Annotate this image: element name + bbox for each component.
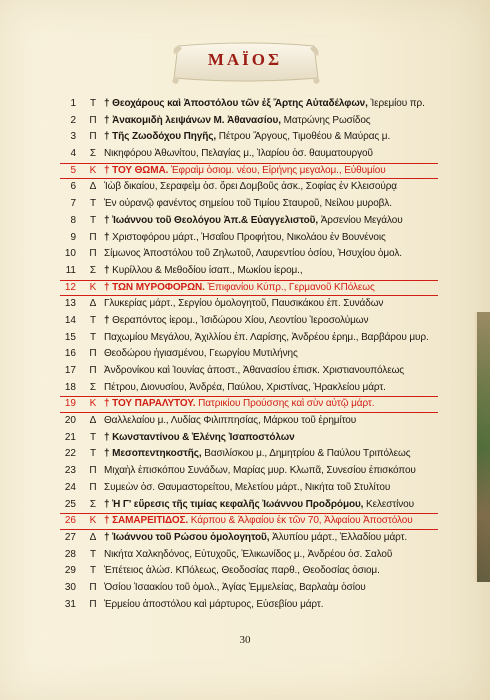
month-title: ΜΑΪΟΣ bbox=[207, 50, 283, 69]
day-number: 27 bbox=[64, 531, 76, 543]
weekday-letter: Π bbox=[89, 248, 97, 260]
day-number: 18 bbox=[64, 381, 76, 393]
saints-text bbox=[104, 330, 440, 347]
feast-name: Θεοχάρους καὶ Ἀποστόλου τῶν ἐξ Ἄρτης Αὐταδέλφων, bbox=[112, 98, 368, 109]
page-number: 30 bbox=[239, 634, 251, 646]
saints-text bbox=[104, 597, 440, 614]
saints-text bbox=[104, 196, 440, 213]
day-row bbox=[60, 179, 440, 196]
weekday-letter: Κ bbox=[89, 164, 97, 176]
day-number: 13 bbox=[64, 298, 76, 310]
day-number: 31 bbox=[64, 598, 76, 610]
feast-day-row bbox=[60, 280, 440, 297]
saints-names: Κάρπου & Ἀλφαίου ἐκ τῶν 70, Ἀλφαίου Ἀποστόλου bbox=[188, 515, 413, 527]
saints-calendar-list bbox=[60, 96, 440, 613]
saints-names: Πέτρου Ἄργους, Τιμοθέου & Μαύρας μ. bbox=[216, 131, 391, 143]
saints-names: Ἐπέτειος ἁλώσ. ΚΠόλεως, Θεοδοσίας παρθ., Θεοδοσίας ὁσιομ. bbox=[104, 565, 380, 577]
feast-cross-mark: † bbox=[104, 114, 110, 126]
feast-name: ΤΩΝ ΜΥΡΟΦΟΡΩΝ. bbox=[112, 281, 205, 293]
weekday-letter: Σ bbox=[89, 498, 97, 510]
feast-cross-mark: † bbox=[104, 131, 110, 143]
saints-names: Ἐπιφανίου Κύπρ., Γερμανοῦ ΚΠόλεως bbox=[204, 281, 375, 293]
saints-names: Νικηφόρου Ἀθωνίτου, Πελαγίας μ., Ἱλαρίου ὁσ. θαυματουργοῦ bbox=[104, 148, 373, 160]
saints-text bbox=[104, 163, 440, 180]
weekday-letter: Σ bbox=[89, 264, 97, 276]
day-row bbox=[60, 497, 440, 514]
weekday-letter: Τ bbox=[89, 448, 97, 460]
day-number: 11 bbox=[65, 264, 76, 276]
day-row bbox=[60, 330, 440, 347]
day-number: 24 bbox=[64, 481, 76, 493]
day-number: 23 bbox=[64, 465, 76, 477]
weekday-letter: Κ bbox=[89, 281, 97, 293]
weekday-letter: Τ bbox=[89, 198, 97, 210]
day-number: 29 bbox=[64, 565, 76, 577]
saints-names: Συμεὼν ὁσ. Θαυμαστορείτου, Μελετίου μάρτ., Νικήτα τοῦ Στυλίτου bbox=[104, 481, 391, 493]
saints-names: Σίμωνος Ἀποστόλου τοῦ Ζηλωτοῦ, Λαυρεντίου ὁσίου, Ἡσυχίου ὁμολ. bbox=[104, 248, 402, 260]
feast-name: Κωνσταντίνου & Ἑλένης Ἰσαποστόλων bbox=[112, 431, 295, 443]
feast-name: Ἡ Γ' εὕρεσις τῆς τιμίας κεφαλῆς Ἰωάννου Προδρόμου, bbox=[112, 498, 364, 510]
weekday-letter: Τ bbox=[89, 548, 97, 560]
day-number: 3 bbox=[70, 131, 76, 143]
feast-cross-mark: † bbox=[104, 281, 110, 293]
day-row bbox=[60, 230, 440, 247]
weekday-letter: Π bbox=[89, 365, 97, 376]
saints-text bbox=[104, 530, 440, 547]
feast-name: Τῆς Ζωοδόχου Πηγῆς, bbox=[112, 131, 217, 143]
day-number: 12 bbox=[64, 281, 76, 293]
weekday-letter: Τ bbox=[89, 314, 97, 326]
feast-name: ΤΟΥ ΠΑΡΑΛΥΤΟΥ. bbox=[112, 398, 196, 410]
day-row bbox=[60, 530, 440, 547]
weekday-letter: Τ bbox=[89, 331, 97, 343]
day-number: 30 bbox=[64, 581, 76, 593]
day-row bbox=[60, 113, 440, 130]
saints-names: Κυρίλλου & Μεθοδίου ἰσαπ., Μωκίου ἱερομ., bbox=[112, 264, 303, 276]
weekday-letter: Π bbox=[89, 131, 97, 143]
weekday-letter: Τ bbox=[89, 565, 97, 577]
saints-text bbox=[104, 580, 440, 597]
saints-text bbox=[104, 413, 440, 430]
saints-names: Νικήτα Χαλκηδόνος, Εὐτυχοῦς, Ἑλικωνίδος μ., Ἀνδρέου ὁσ. Σαλοῦ bbox=[104, 548, 393, 560]
saints-names: Κελεστίνου bbox=[363, 498, 415, 510]
day-row bbox=[60, 380, 440, 397]
weekday-letter: Π bbox=[89, 114, 97, 126]
day-number: 8 bbox=[70, 214, 76, 226]
saints-names: Ἀλυπίου μάρτ., Ἑλλαδίου μάρτ. bbox=[269, 531, 408, 543]
saints-names: Θεοδώρου ἡγιασμένου, Γεωργίου Μυτιλήνης bbox=[104, 348, 298, 360]
saints-names: Βασιλίσκου μ., Δημητρίου & Παύλου Τριπόλεως bbox=[201, 448, 411, 460]
saints-text bbox=[104, 230, 440, 247]
day-number: 16 bbox=[64, 348, 76, 360]
day-row bbox=[60, 430, 440, 447]
month-banner bbox=[168, 38, 322, 88]
saints-text bbox=[104, 146, 440, 163]
saints-names: Γλυκερίας μάρτ., Σεργίου ὁμολογητοῦ, Παυσικάκου ἐπ. Συνάδων bbox=[104, 298, 384, 310]
day-number: 1 bbox=[70, 98, 76, 109]
day-number: 10 bbox=[64, 248, 76, 260]
weekday-letter: Π bbox=[89, 481, 97, 493]
feast-cross-mark: † bbox=[104, 214, 110, 226]
saints-text bbox=[104, 179, 440, 196]
weekday-letter: Δ bbox=[89, 531, 97, 543]
day-row bbox=[60, 146, 440, 163]
feast-cross-mark: † bbox=[104, 314, 110, 326]
day-row bbox=[60, 346, 440, 363]
saints-text bbox=[104, 480, 440, 497]
weekday-letter: Π bbox=[89, 581, 97, 593]
day-number: 14 bbox=[64, 314, 76, 326]
saints-text bbox=[104, 380, 440, 397]
feast-cross-mark: † bbox=[104, 431, 110, 443]
day-number: 19 bbox=[64, 398, 76, 410]
saints-text bbox=[104, 96, 440, 113]
feast-cross-mark: † bbox=[104, 231, 110, 243]
day-row bbox=[60, 129, 440, 146]
day-number: 5 bbox=[70, 164, 76, 176]
day-number: 22 bbox=[64, 448, 76, 460]
day-number: 9 bbox=[70, 231, 76, 243]
saints-names: Πέτρου, Διονυσίου, Ἀνδρέα, Παύλου, Χριστίνας, Ἡρακλείου μάρτ. bbox=[104, 381, 386, 393]
saints-text bbox=[104, 363, 440, 380]
weekday-letter: Π bbox=[89, 231, 97, 243]
feast-cross-mark: † bbox=[104, 498, 110, 510]
weekday-letter: Δ bbox=[89, 181, 97, 193]
day-row bbox=[60, 213, 440, 230]
day-number: 21 bbox=[64, 431, 76, 443]
saints-text bbox=[104, 396, 440, 413]
day-row bbox=[60, 463, 440, 480]
saints-text bbox=[104, 513, 440, 530]
saints-names: Χριστοφόρου μάρτ., Ἡσαΐου Προφήτου, Νικολάου ἐν Βουνένοις bbox=[112, 231, 386, 243]
church-photo-strip bbox=[475, 312, 490, 582]
saints-text bbox=[104, 463, 440, 480]
feast-name: Ἰωάννου τοῦ Ρώσου ὁμολογητοῦ, bbox=[112, 531, 270, 543]
feast-cross-mark: † bbox=[104, 531, 110, 543]
saints-text bbox=[104, 430, 440, 447]
saints-text bbox=[104, 213, 440, 230]
saints-text bbox=[104, 129, 440, 146]
day-number: 17 bbox=[64, 365, 76, 376]
feast-day-row bbox=[60, 513, 440, 530]
day-row bbox=[60, 580, 440, 597]
saints-names: Ματρώνης Ρωσίδος bbox=[280, 114, 371, 126]
weekday-letter: Τ bbox=[89, 214, 97, 226]
day-row bbox=[60, 563, 440, 580]
weekday-letter: Τ bbox=[89, 98, 97, 109]
feast-name: ΤΟΥ ΘΩΜΑ. bbox=[112, 164, 169, 176]
saints-names: Θεραπόντος ἱερομ., Ἰσιδώρου Χίου, Λεοντίου Ἱεροσολύμων bbox=[112, 314, 369, 326]
feast-cross-mark: † bbox=[104, 515, 110, 527]
saints-names: Ὁσίου Ἰσαακίου τοῦ ὁμολ., Ἁγίας Ἐμμελείας, Βαρλαὰμ ὁσίου bbox=[104, 581, 366, 593]
weekday-letter: Σ bbox=[89, 148, 97, 160]
day-row bbox=[60, 480, 440, 497]
day-row bbox=[60, 196, 440, 213]
saints-text bbox=[104, 313, 440, 330]
saints-text bbox=[104, 446, 440, 463]
saints-text bbox=[104, 263, 440, 280]
saints-names: Ἐν οὐρανῷ φανέντος σημείου τοῦ Τιμίου Σταυροῦ, Νείλου μυροβλ. bbox=[104, 198, 392, 210]
feast-name: Μεσοπεντηκοστῆς, bbox=[112, 448, 202, 460]
saints-text bbox=[104, 346, 440, 363]
day-row bbox=[60, 96, 440, 113]
day-row bbox=[60, 446, 440, 463]
day-row bbox=[60, 263, 440, 280]
day-number: 20 bbox=[64, 415, 76, 427]
saints-text bbox=[104, 563, 440, 580]
feast-cross-mark: † bbox=[104, 448, 110, 460]
feast-day-row bbox=[60, 163, 440, 180]
day-row bbox=[60, 547, 440, 564]
saints-text bbox=[104, 547, 440, 564]
saints-names: Ἱερεμίου πρ. bbox=[367, 98, 425, 109]
day-number: 15 bbox=[64, 331, 76, 343]
saints-text bbox=[104, 497, 440, 514]
weekday-letter: Π bbox=[89, 465, 97, 477]
saints-names: Ἀρσενίου Μεγάλου bbox=[318, 214, 403, 226]
day-row bbox=[60, 597, 440, 614]
weekday-letter: Π bbox=[89, 598, 97, 610]
saints-text bbox=[104, 246, 440, 263]
day-number: 4 bbox=[70, 148, 76, 160]
day-number: 7 bbox=[70, 198, 76, 210]
feast-name: ΣΑΜΑΡΕΙΤΙΔΟΣ. bbox=[112, 515, 189, 527]
saints-text bbox=[104, 296, 440, 313]
saints-names: Ἑρμείου ἀποστόλου καὶ μάρτυρος, Εὐσεβίου μάρτ. bbox=[104, 598, 324, 610]
feast-cross-mark: † bbox=[104, 98, 110, 109]
day-number: 2 bbox=[70, 114, 76, 126]
day-number: 25 bbox=[64, 498, 76, 510]
saints-names: Ἰὼβ δικαίου, Σεραφεὶμ ὁσ. ὄρει Δομβοῦς ἀσκ., Σοφίας ἐν Κλεισούρᾳ bbox=[104, 181, 397, 193]
saints-names: Πατρικίου Προύσσης καὶ σὺν αὐτῷ μάρτ. bbox=[195, 398, 375, 410]
day-number: 6 bbox=[70, 181, 76, 193]
feast-cross-mark: † bbox=[104, 398, 110, 410]
saints-names: Θαλλελαίου μ., Λυδίας Φιλιππησίας, Μάρκου τοῦ ἐρημίτου bbox=[104, 415, 357, 427]
saints-names: Ἐφραὶμ ὁσιομ. νέου, Εἰρήνης μεγαλομ., Εὐθυμίου bbox=[168, 164, 386, 176]
saints-names: Παχωμίου Μεγάλου, Ἀχιλλίου ἐπ. Λαρίσης, Ἀνδρέου ἐρημ., Βαρβάρου μυρ. bbox=[104, 331, 429, 343]
day-row bbox=[60, 246, 440, 263]
day-row bbox=[60, 413, 440, 430]
feast-cross-mark: † bbox=[104, 264, 110, 276]
saints-text bbox=[104, 113, 440, 130]
feast-name: Ἀνακομιδὴ λειψάνων Μ. Ἀθανασίου, bbox=[112, 114, 281, 126]
saints-names: Μιχαὴλ ἐπισκόπου Συνάδων, Μαρίας μυρ. Κλωπᾶ, Συνεσίου ἐπισκόπου bbox=[104, 465, 416, 477]
saints-text bbox=[104, 280, 440, 297]
feast-day-row bbox=[60, 396, 440, 413]
feast-name: Ἰωάννου τοῦ Θεολόγου Ἀπ.& Εὐαγγελιστοῦ, bbox=[112, 214, 319, 226]
weekday-letter: Δ bbox=[89, 298, 97, 310]
day-row bbox=[60, 363, 440, 380]
day-number: 28 bbox=[64, 548, 76, 560]
day-row bbox=[60, 296, 440, 313]
weekday-letter: Τ bbox=[89, 431, 97, 443]
feast-cross-mark: † bbox=[104, 164, 110, 176]
day-row bbox=[60, 313, 440, 330]
weekday-letter: Δ bbox=[89, 415, 97, 427]
weekday-letter: Κ bbox=[89, 398, 97, 410]
weekday-letter: Π bbox=[89, 348, 97, 360]
day-number: 26 bbox=[64, 515, 76, 527]
weekday-letter: Κ bbox=[89, 515, 97, 527]
saints-names: Ἀνδρονίκου καὶ Ἰουνίας ἀποστ., Ἀθανασίου ἐπισκ. Χριστιανουπόλεως bbox=[104, 365, 404, 376]
weekday-letter: Σ bbox=[89, 381, 97, 393]
